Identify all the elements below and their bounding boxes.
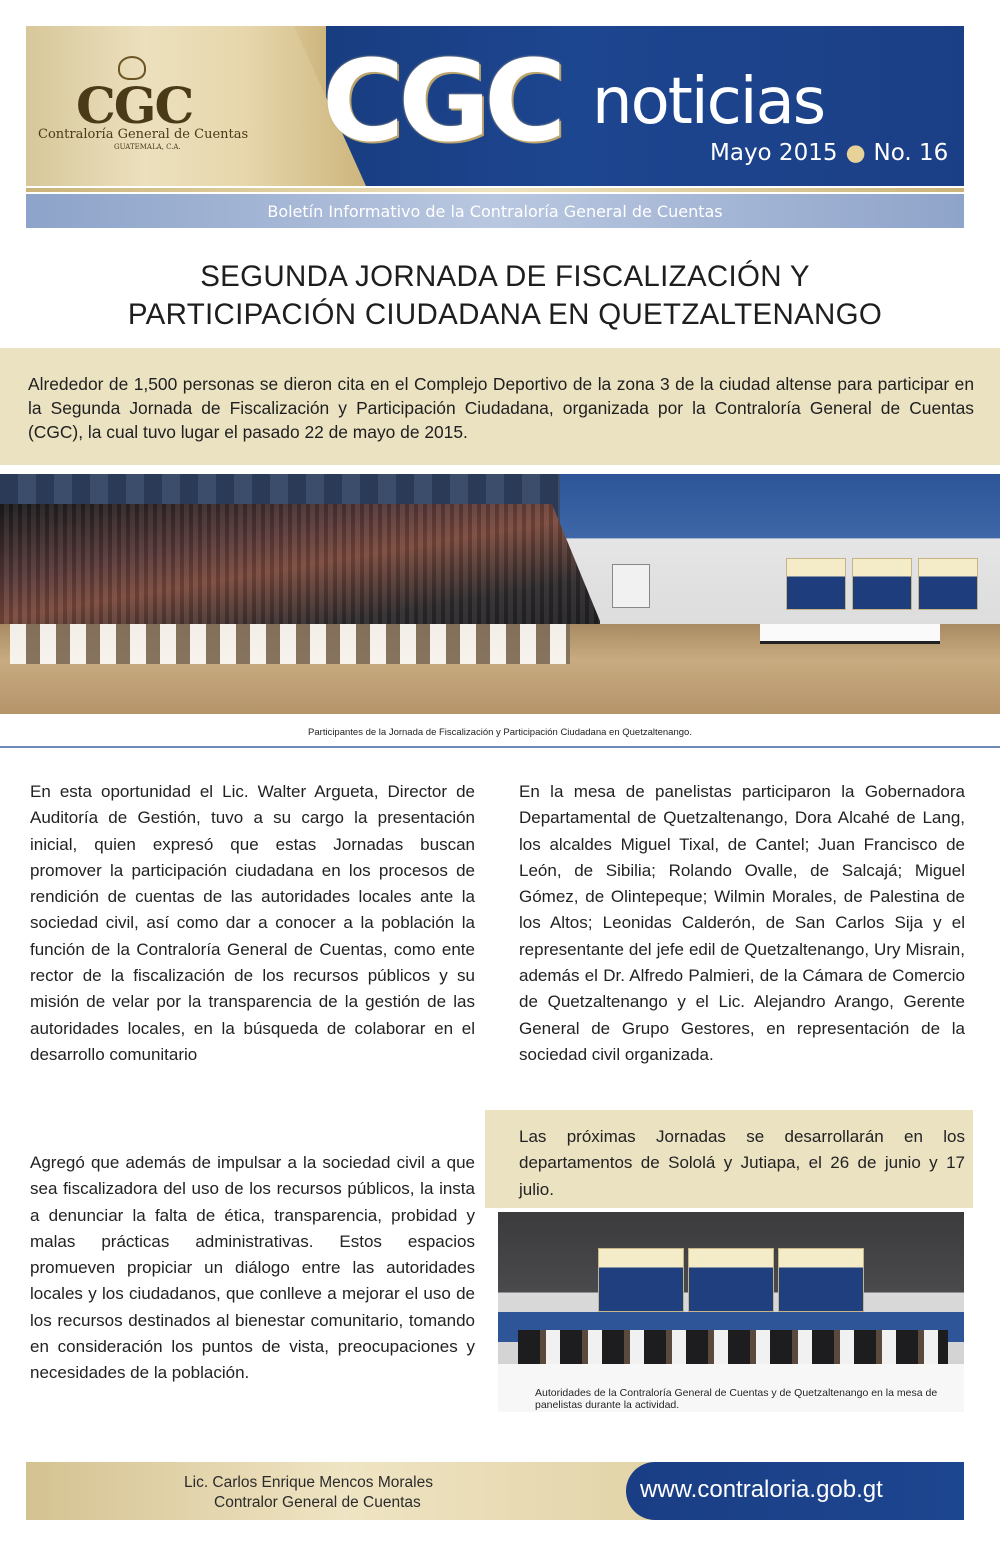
bullet-icon: ● <box>845 140 866 166</box>
blue-divider <box>0 746 1000 748</box>
bulletin-subtitle: Boletín Informativo de la Contraloría General de Cuentas <box>267 202 723 221</box>
issue-info <box>710 140 948 166</box>
photo-projection-screen <box>612 564 650 608</box>
panel-photo-banner <box>598 1248 684 1312</box>
photo-wall <box>560 474 1000 634</box>
panel-photo-panelists <box>518 1330 948 1366</box>
upcoming-events-note: Las próximas Jornadas se desarrollarán en los departamentos de Sololá y Jutiapa, el 26 de junio y 17 julio. <box>519 1127 965 1199</box>
gold-divider <box>26 188 964 192</box>
body-paragraph-3: En la mesa de panelistas participaron la Gobernadora Departamental de Quetzaltenango, Dora Alcahé de Lang, los alcaldes Miguel Tixal, de Cantel; Juan Francisco de León, de Sibilia; Rolando Ovalle, de Salcajá; Miguel Gómez, de Olintepeque; Wilmin Morales, de Palestina de los Altos; Leonidas Calderón, de San Carlos Sija y el representante del jefe edil de Quetzaltenango, Ury Misrain, además el Dr. Alfredo Palmieri, de la Cámara de Comercio de Quetzaltenango y el Lic. Alejandro Arango, Gerente General de Grupo Gestores, en representación de la sociedad civil organizada. <box>519 782 965 1064</box>
body-paragraph-2: Agregó que además de impulsar a la sociedad civil a que sea fiscalizadora del uso de los recursos públicos, la insta a denunciar la falta de ética, transparencia, probidad y malas prácticas administrativas. Estos espacios promueven propiciar un diálogo entre las autoridades locales y los ciudadanos, que conlleve a mejorar el uso de los recursos destinados al bienestar comunitario, tomando en consideración los puntos de vista, preocupaciones y necesidades de la población. <box>30 1153 475 1383</box>
article-headline <box>30 258 980 334</box>
photo-panel-table <box>760 624 940 644</box>
body-paragraph-1: En esta oportunidad el Lic. Walter Argueta, Director de Auditoría de Gestión, tuvo a su cargo la presentación inicial, quien expresó que estas Jornadas buscan promover la participación ciudadana en los procesos de rendición de cuentas de las autoridades locales ante la sociedad civil, así como dar a conocer a la población la función de la Contraloría General de Cuentas, como ente rector de la fiscalización de los recursos públicos y su misión de velar por la transparencia de la gestión de las autoridades locales, en la búsqueda de colaborar en el desarrollo comunitario <box>30 782 475 1064</box>
logo-monogram: CGC <box>76 76 193 135</box>
issue-date: Mayo 2015 <box>710 140 838 166</box>
photo-banner <box>918 558 978 610</box>
footer <box>26 1462 964 1520</box>
main-photo-caption: Participantes de la Jornada de Fiscalización y Participación Ciudadana en Quetzaltenango. <box>308 727 692 738</box>
panel-photo-banner <box>778 1248 864 1312</box>
logo-org-name: Contraloría General de Cuentas <box>38 127 249 142</box>
headline-line-1: SEGUNDA JORNADA DE FISCALIZACIÓN Y <box>200 260 810 293</box>
lead-paragraph: Alrededor de 1,500 personas se dieron cita en el Complejo Deportivo de la zona 3 de la ciudad altense para participar en la Segunda Jornada de Fiscalización y Participación Ciudadana, organizada por la Contraloría General de Cuentas (CGC), la cual tuvo lugar el pasado 22 de mayo de 2015. <box>28 374 974 442</box>
photo-chairs <box>10 624 570 664</box>
signatory-name: Lic. Carlos Enrique Mencos Morales <box>184 1474 433 1491</box>
photo-banner <box>786 558 846 610</box>
main-event-photo <box>0 474 1000 714</box>
headline-line-2: PARTICIPACIÓN CIUDADANA EN QUETZALTENANGO <box>127 298 883 331</box>
website-link[interactable]: www.contraloria.gob.gt <box>640 1476 883 1503</box>
photo-banner <box>852 558 912 610</box>
signatory-role: Contralor General de Cuentas <box>214 1494 421 1511</box>
panel-photo-banner <box>688 1248 774 1312</box>
masthead-title-noticias: noticias <box>592 65 825 139</box>
panel-photo-caption: Autoridades de la Contraloría General de Cuentas y de Quetzaltenango en la mesa de panelistas durante la actividad. <box>535 1387 938 1411</box>
subtitle-bar <box>26 194 964 228</box>
panel-photo <box>498 1212 964 1412</box>
issue-number: No. 16 <box>873 140 949 166</box>
logo-country: GUATEMALA, C.A. <box>114 143 181 151</box>
masthead <box>26 26 964 186</box>
masthead-title-cgc: CGC <box>322 37 561 167</box>
